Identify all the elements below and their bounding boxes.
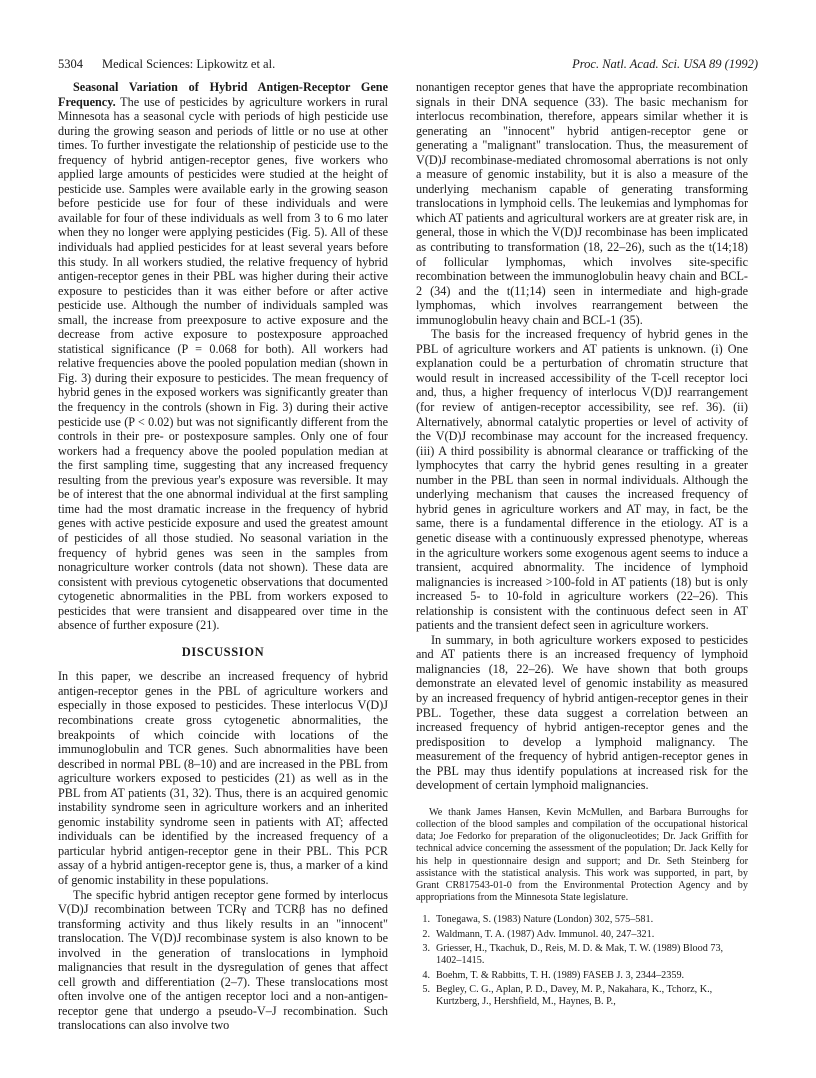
seasonal-variation-paragraph [58,80,388,633]
journal-citation: Proc. Natl. Acad. Sci. USA 89 (1992) [572,57,758,71]
subsection-runin-title: Seasonal Variation of Hybrid Antigen-Receptor Gene Frequency. [58,80,388,109]
acknowledgment-text: We thank James Hansen, Kevin McMullen, and Barbara Burroughs for collection of the blood samples and compilation of the occupational historical data; Joe Fedorko for preparation of the oligonucleotides; Dr. Jack Griffith for technical advice concerning the assessment of the population; Dr. Jack Kelly for his help in questionnaire design and support; and Dr. Seth Steinberg for assistance with the statistical analysis. This work was supported, in part, by Grant CR817543-01-0 from the Environmental Protection Agency and by appropriations from the Minnesota State legislature. [416,806,748,904]
summary-paragraph: In summary, in both agriculture workers exposed to pesticides and AT patients there is an increased frequency of lymphoid malignancies (18, 22–26). We have shown that both groups demonstrate an elevated level of genomic instability as measured by an increased frequency of hybrid antigen-receptor genes in their PBL. Together, these data suggest a correlation between an increased frequency of hybrid antigen-receptor genes and the predisposition to develop a lymphoid malignancy. The measurement of the frequency of hybrid antigen-receptor genes in the PBL may thus identify populations at increased risk for the development of certain lymphoid malignancies. [416,632,748,793]
section-title: Medical Sciences: Lipkowitz et al. [102,57,276,71]
reference-item: 3. Griesser, H., Tkachuk, D., Reis, M. D. & Mak, T. W. (1989) Blood 73, 1402–1415. [422,943,724,967]
discussion-heading: DISCUSSION [181,644,265,659]
discussion-paragraph-2: The specific hybrid antigen receptor gene formed by interlocus V(D)J recombination between TCRγ and TCRβ has no defined transforming activity and thus likely results in an "innocent" translocation. The V(D)J recombinase system is also known to be involved in the generation of translocations in lymphoid malignancies that result in the dysregulation of genes that affect cell growth and differentiation (2–7). These translocations most often involve one of the antigen receptor loci and a non-antigen-receptor gene that undergo a pseudo-V–J recombination. Such translocations can also involve two [58,887,388,1033]
discussion-paragraph-3: nonantigen receptor genes that have the appropriate recombination signals in their DNA sequence (33). The basic mechanism for interlocus recombination, therefore, appears similar whether it is generating an "innocent" hybrid antigen-receptor gene or generating a "malignant" translocation. Thus, the measurement of V(D)J recombinase-mediated chromosomal aberrations is not only a measure of genomic instability, but it is also a measure of the underlying mechanism capable of generating transforming translocations in lymphoid cells. The leukemias and lymphomas for which AT patients and agricultural workers are at greater risk are, in general, those in which the V(D)J recombinase has been implicated as contributing to transformation (18, 22–26), such as the t(14;18) of follicular lymphomas, which involves site-specific recombination between the immunoglobulin heavy chain and BCL-2 (34) and the t(11;14) seen in intermediate and high-grade lymphomas, which involves rearrangement between the immunoglobulin heavy chain and BCL-1 (35). [416,80,748,327]
paragraph-body: The use of pesticides by agriculture workers in rural Minnesota has a seasonal cycle with periods of high pesticide use during the growing season and periods of little or no use at other times. To further investigate the relationship of pesticide use to the frequency of hybrid antigen-receptor genes, five workers who applied large amounts of pesticides were studied at the height of pesticide use. Samples were available early in the growing season before pesticide use for four of these individuals and were available for four of these individuals as well from 3 to 6 mo later when they no longer were applying pesticides (Fig. 5). All of these individuals had applied pesticides for at least several years before this study. In all workers studied, the relative frequency of hybrid antigen-receptor genes in their PBL was higher during their active exposure to pesticides than it was either before or after active pesticide use. Although the number of individuals sampled was small, the increase from preexposure to active exposure and the decrease from active exposure to postexposure approached statistical significance (P = 0.068 for both). All workers had relative frequencies above the pooled population median (shown in Fig. 3) during their exposure to pesticides. The mean frequency of hybrid genes in the exposed workers was significantly greater than the frequency in the controls (shown in Fig. 3) during their active pesticide use (P < 0.02) but was not significantly different from the controls in their pre- or postexposure samples. Only one of four workers had a frequency above the pooled population median at the first sampling time, suggesting that any increased frequency resulting from the previous year's exposure was reversible. It may be of interest that the one abnormal individual at the first sampling time had the most dramatic increase in the frequency of hybrid genes with active pesticide exposure and used the greatest amount of pesticides of all those studied. No seasonal variation in the frequency of hybrid genes was seen in the samples from nonagriculture worker controls (data not shown). These data are consistent with previous cytogenetic observations that documented cytogenetic abnormalities in the PBL from workers exposed to pesticides that were transient and disappeared over time in the absence of further exposure (21). [58,94,389,633]
left-column [58,80,388,1033]
reference-item: 4. Boehm, T. & Rabbitts, T. H. (1989) FASEB J. 3, 2344–2359. [422,969,685,981]
page-number: 5304 [58,57,83,71]
reference-item: 2. Waldmann, T. A. (1987) Adv. Immunol. 40, 247–321. [422,928,655,940]
discussion-paragraph-4: The basis for the increased frequency of hybrid genes in the PBL of agriculture workers and AT patients is unknown. (i) One explanation could be a perturbation of chromatin structure that would result in increased accessibility of the T-cell receptor loci and, thus, a higher frequency of interlocus V(D)J rearrangement (for review of antigen-receptor accessibility, see ref. 36). (ii) Alternatively, abnormal catalytic properties or level of activity of the V(D)J recombinase may account for the increased frequency. (iii) A third possibility is abnormal clearance or trafficking of the lymphocytes that carry the hybrid genes resulting in a greater number in the PBL than seen in normal individuals. Although the underlying mechanism that causes the increased frequency of hybrid genes in agriculture workers and AT may, in fact, be the same, there is a fundamental difference in the etiology. AT is a genetic disease with a continuously expressed phenotype, whereas in the agriculture workers some exogenous agent seems to induce a transient, acquired abnormality. The incidence of lymphoid malignancies is increased >100-fold in AT patients (18) but is only increased 5- to 10-fold in agriculture workers (22–26). This relationship is consistent with the continuous defect seen in AT patients and the transient defect seen in agriculture workers. [416,327,748,633]
acknowledgments [416,807,748,905]
reference-item: 1. Tonegawa, S. (1983) Nature (London) 302, 575–581. [422,914,654,926]
references-list [416,914,748,1008]
page-header [58,57,758,73]
right-column [416,80,748,1011]
reference-item: 5. Begley, C. G., Aplan, P. D., Davey, M. P., Nakahara, K., Tchorz, K., Kurtzberg, J., Hershfield, M., Haynes, B. P., [422,983,713,1008]
discussion-paragraph-1: In this paper, we describe an increased frequency of hybrid antigen-receptor genes in the PBL of agriculture workers and especially in those exposed to pesticides. These interlocus V(D)J recombinations create gross cytogenetic abnormalities, the breakpoints of which coincide with locations of the immunoglobulin and TCR genes. Such abnormalities have been described in normal PBL (8–10) and are increased in the PBL from agriculture workers exposed to pesticides (21) as well as in the PBL from AT patients (31, 32). Thus, there is an acquired genomic instability syndrome seen in agriculture workers and an inherited genomic instability syndrome seen in patients with AT; affected individuals can be identified by the increased frequency of a particular hybrid antigen-receptor gene in their PBL. This PCR assay of a hybrid antigen-receptor gene is, thus, a marker of a kind of genomic instability in these populations. [58,669,388,887]
